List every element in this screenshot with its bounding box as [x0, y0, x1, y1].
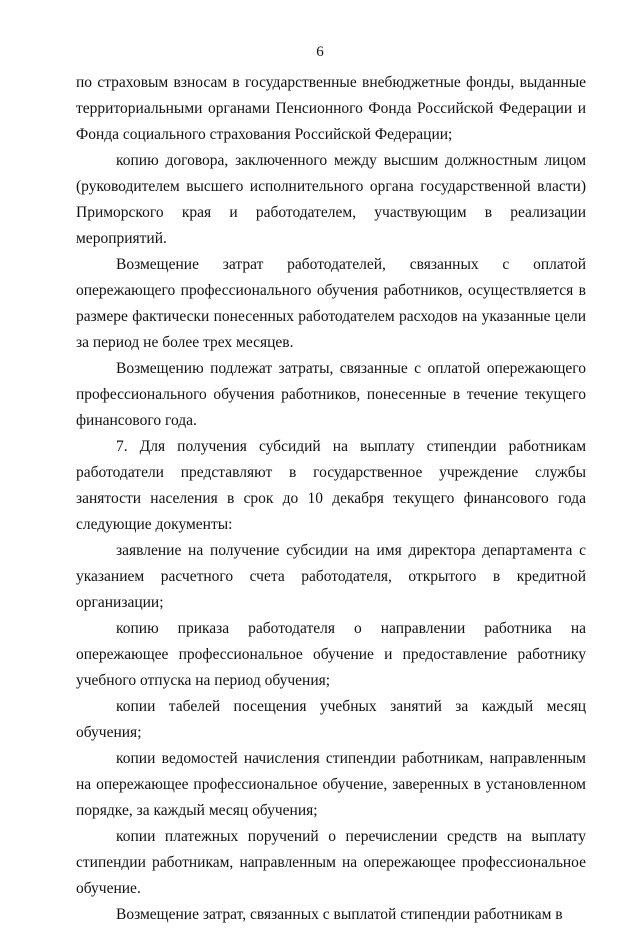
paragraph-8: копии табелей посещения учебных занятий за каждый месяц обучения;: [76, 698, 586, 741]
paragraph-9: копии ведомостей начисления стипендии работникам, направленным на опережающее профессиональное обучение, заверенных в установленном порядке, за каждый месяц обучения;: [76, 750, 586, 819]
document-body: [76, 70, 586, 928]
paragraph-2: копию договора, заключенного между высшим должностным лицом (руководителем высшего исполнительного органа государственной власти) Приморского края и работодателем, участвующим в реализации мероприятий.: [76, 152, 586, 247]
paragraph-1: по страховым взносам в государственные внебюджетные фонды, выданные территориальными органами Пенсионного Фонда Российской Федерации и Фонда социального страхования Российской Федерации;: [76, 74, 586, 143]
paragraph-11: Возмещение затрат, связанных с выплатой стипендии работникам в: [116, 906, 563, 923]
paragraph-5: 7. Для получения субсидий на выплату стипендии работникам работодатели представляют в государственное учреждение службы занятости населения в срок до 10 декабря текущего финансового года следующие документы:: [76, 438, 586, 533]
paragraph-10: копии платежных поручений о перечислении средств на выплату стипендии работникам, направленным на опережающее профессиональное обучение.: [76, 828, 586, 897]
paragraph-6: заявление на получение субсидии на имя директора департамента с указанием расчетного счета работодателя, открытого в кредитной организации;: [76, 542, 586, 611]
paragraph-7: копию приказа работодателя о направлении работника на опережающее профессиональное обучение и предоставление работнику учебного отпуска на период обучения;: [76, 620, 586, 689]
paragraph-4: Возмещению подлежат затраты, связанные с оплатой опережающего профессионального обучения работников, понесенные в течение текущего финансового года.: [76, 360, 586, 429]
paragraph-3: Возмещение затрат работодателей, связанных с оплатой опережающего профессионального обучения работников, осуществляется в размере фактически понесенных работодателем расходов на указанные цели за период не более трех месяцев.: [76, 256, 586, 351]
page-number: 6: [316, 44, 324, 60]
